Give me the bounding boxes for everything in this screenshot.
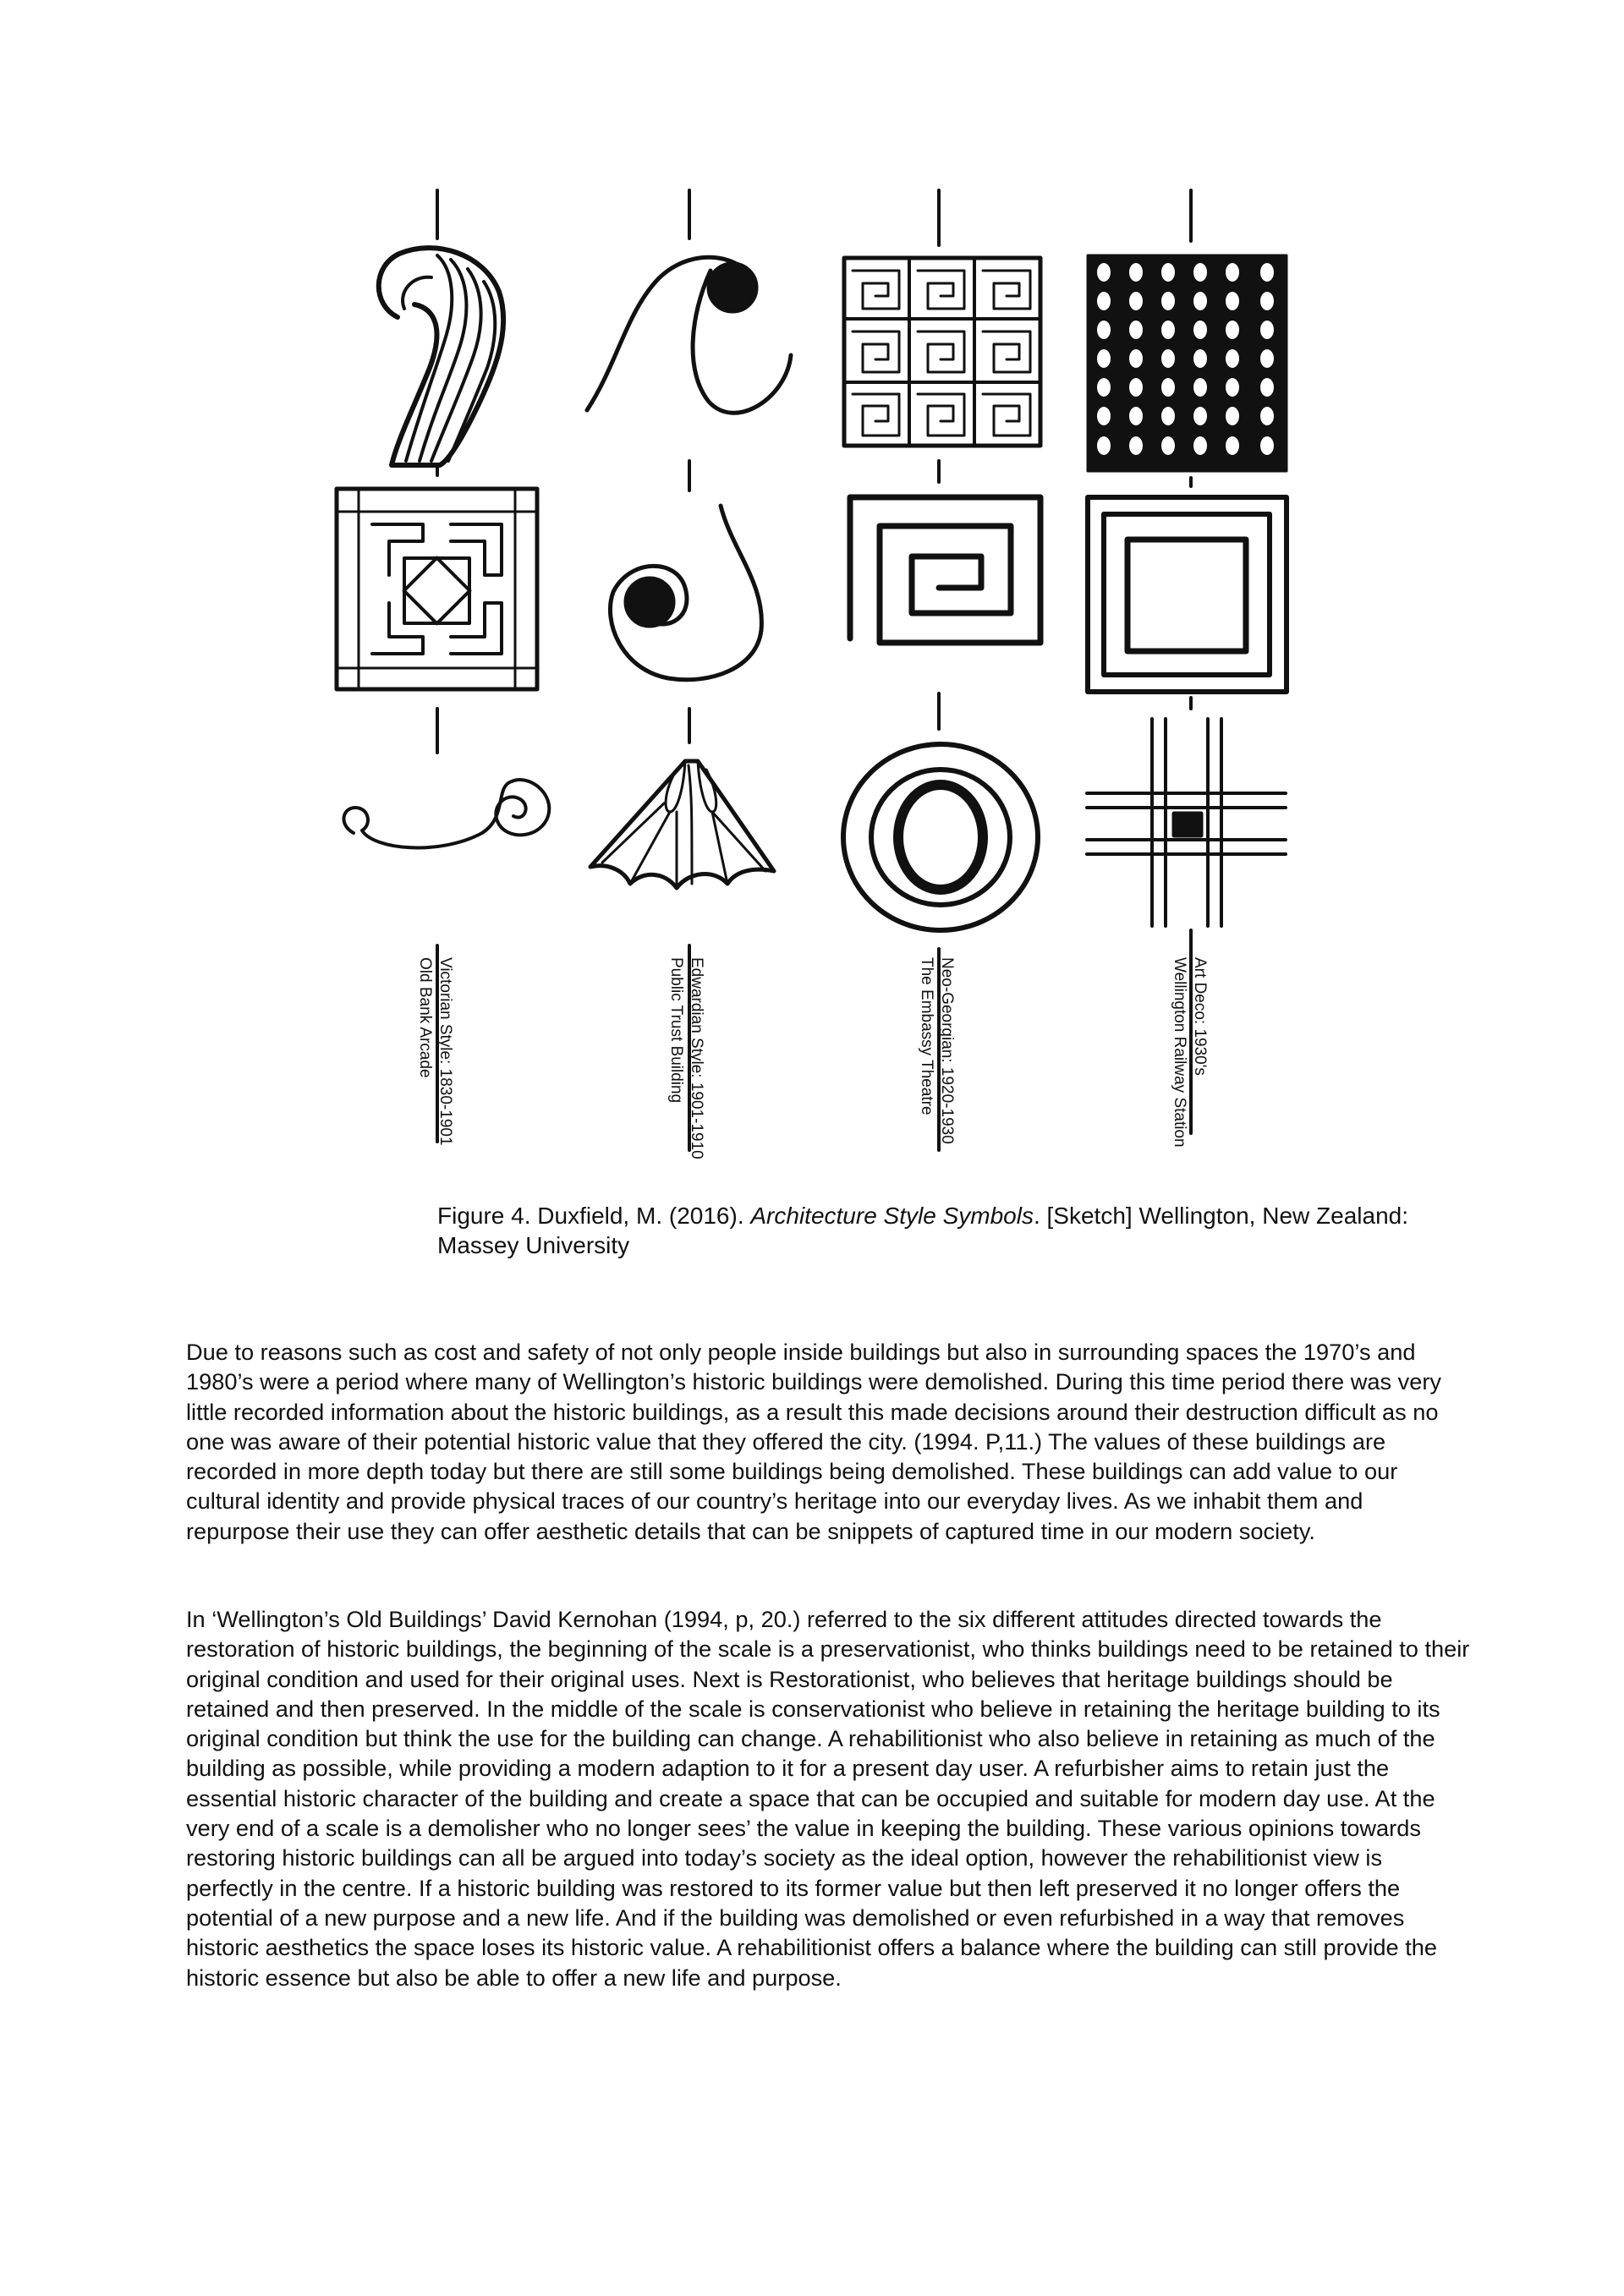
style-name: Edwardian Style: 1901-1910: [688, 957, 705, 1159]
neo-georgian-key-pattern-symbol: [844, 258, 1040, 446]
art-deco-nested-square-symbol: [1088, 497, 1287, 692]
caption-prefix: Figure 4. Duxfield, M. (2016).: [437, 1203, 751, 1229]
art-deco-style-label: [1169, 957, 1210, 1148]
art-deco-grid-symbol: [1088, 255, 1287, 471]
victorian-style-label: [414, 957, 455, 1146]
edwardian-wave-symbol: [587, 257, 791, 413]
style-building: The Embassy Theatre: [918, 957, 935, 1115]
edwardian-fan-symbol: [590, 761, 774, 888]
style-building: Public Trust Building: [667, 957, 685, 1104]
neo-georgian-style-label: [916, 957, 957, 1144]
art-deco-cross-symbol: [1087, 719, 1286, 926]
body-paragraph: In ‘Wellington’s Old Buildings’ David Kernohan (1994, p, 20.) referred to the six different attitudes directed towards the restoration of historic buildings, the beginning of the scale is a preservationist, who thinks buildings need to be retained to their original condition and used for their original uses. Next is Restorationist, who believes that heritage buildings should be retained and then preserved. In the middle of the scale is conservationist who believe in retaining the heritage building to its original condition but think the use for the building can change. A rehabilitionist who also believe in retaining as much of the building as possible, while providing a modern adaption to it for a present day user. A refurbisher aims to retain just the essential historic character of the building and create a space that can be occupied and suitable for modern day use. At the very end of a scale is a demolisher who no longer sees’ the value in keeping the building. These various opinions towards restoring historic buildings can all be argued into today’s society as the ideal option, however the rehabilitionist view is perfectly in the centre. If a historic building was restored to its former value but then left preserved it no longer offers the potential of a new purpose and a new life. And if the building was demolished or even refurbished in a way that removes historic aesthetics the space loses its historic value. A rehabilitionist offers a balance where the building can still provide the historic essence but also be able to offer a new life and purpose.: [186, 1606, 1470, 1991]
caption-suffix: . [Sketch] Wellington, New Zealand: Massey University: [437, 1203, 1408, 1258]
style-building: Old Bank Arcade: [416, 957, 434, 1078]
body-paragraph: Due to reasons such as cost and safety of not only people inside buildings but also in surrounding spaces the 1970’s and 1980’s were a period where many of Wellington’s historic buildings were demolished. During this time period there was very little recorded information about the historic buildings, as a result this made decisions around their destruction difficult as no one was aware of their potential historic value that they offered the city. (1994. P,11.) The values of these buildings are recorded in more depth today but there are still some buildings being demolished. These buildings can add value to our cultural identity and provide physical traces of our country’s heritage into our everyday lives. As we inhabit them and repurpose their use they can offer aesthetic details that can be snippets of captured time in our modern society.: [186, 1339, 1441, 1544]
style-name: Neo-Georgian: 1920-1930: [938, 957, 956, 1144]
edwardian-flame-symbol: [610, 506, 761, 680]
figure-caption: [437, 1201, 1495, 1260]
style-name: Art Deco: 1930's: [1191, 957, 1209, 1076]
style-building: Wellington Railway Station: [1171, 957, 1188, 1148]
style-name: Victorian Style: 1830-1901: [436, 957, 454, 1146]
edwardian-style-label: [666, 957, 706, 1159]
neo-georgian-square-spiral-symbol: [850, 497, 1040, 643]
neo-georgian-concentric-circle-symbol: [843, 744, 1038, 930]
victorian-spiral-symbol: [343, 780, 549, 847]
caption-title: Architecture Style Symbols: [750, 1203, 1034, 1229]
victorian-square-symbol: [337, 489, 537, 689]
victorian-scroll-symbol: [379, 248, 503, 465]
